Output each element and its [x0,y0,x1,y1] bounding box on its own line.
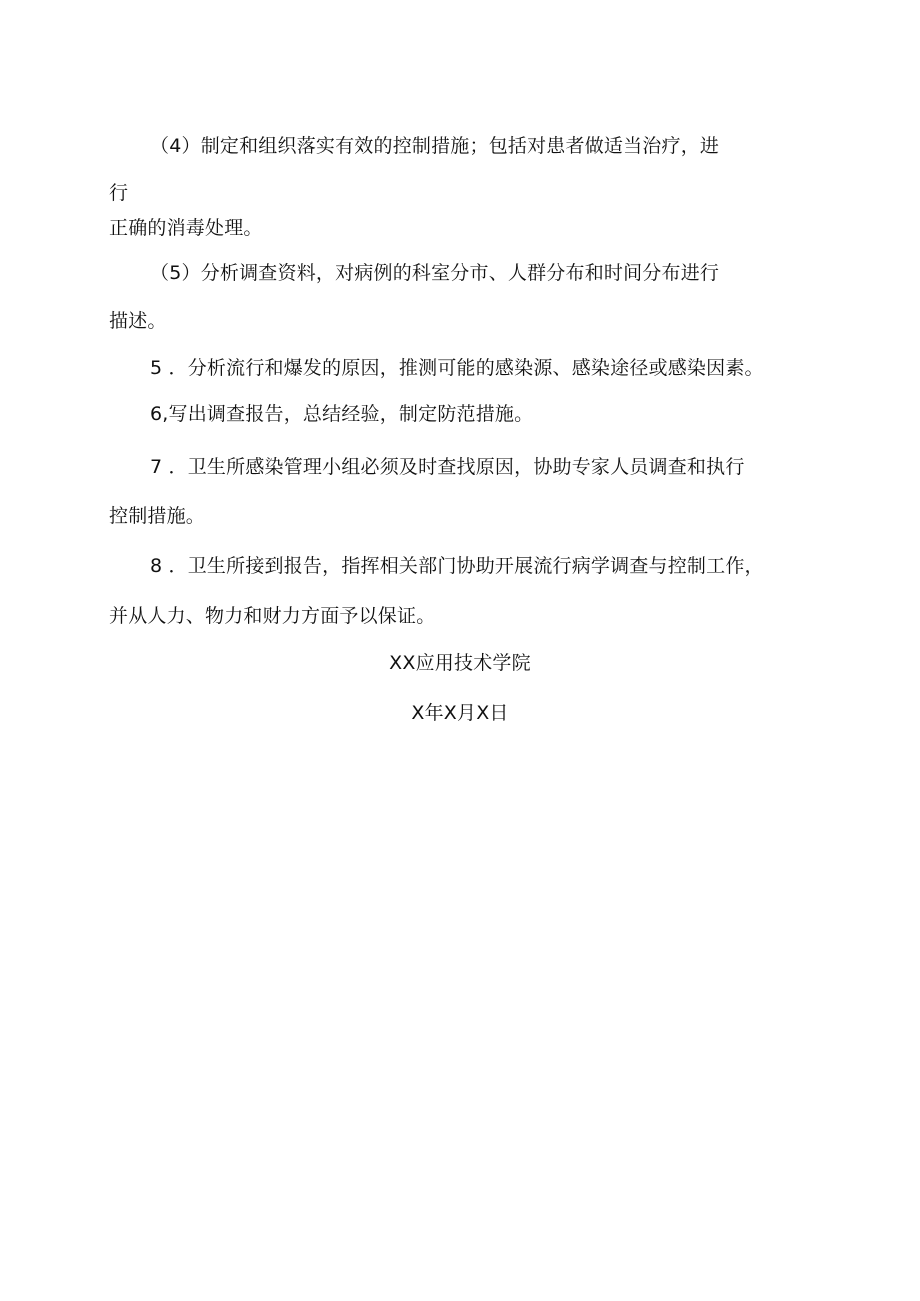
paragraph-5-line-1: （5）分析调查资料，对病例的科室分市、人群分布和时间分布进行 [150,262,720,284]
paragraph-item-7-line-2: 控制措施。 [109,505,206,527]
paragraph-item-8-line-1: 8 ．卫生所接到报告，指挥相关部门协助开展流行病学调查与控制工作， [150,555,764,577]
signature-organization: XX应用技术学院 [389,652,531,674]
paragraph-4-line-2: 行 [109,182,129,204]
paragraph-4-line-3: 正确的消毒处理。 [109,217,263,239]
paragraph-item-8-line-2: 并从人力、物力和财力方面予以保证。 [109,605,436,627]
paragraph-5-line-2: 描述。 [109,310,167,332]
paragraph-item-5: 5 ．分析流行和爆发的原因，推测可能的感染源、感染途径或感染因素。 [150,357,764,379]
paragraph-item-6: 6,写出调查报告，总结经验，制定防范措施。 [150,403,534,425]
paragraph-4-line-1: （4）制定和组织落实有效的控制措施；包括对患者做适当治疗，进 [150,135,720,157]
paragraph-item-7-line-1: 7 ．卫生所感染管理小组必须及时查找原因，协助专家人员调查和执行 [150,456,745,478]
signature-date: X年X月X日 [411,702,509,724]
